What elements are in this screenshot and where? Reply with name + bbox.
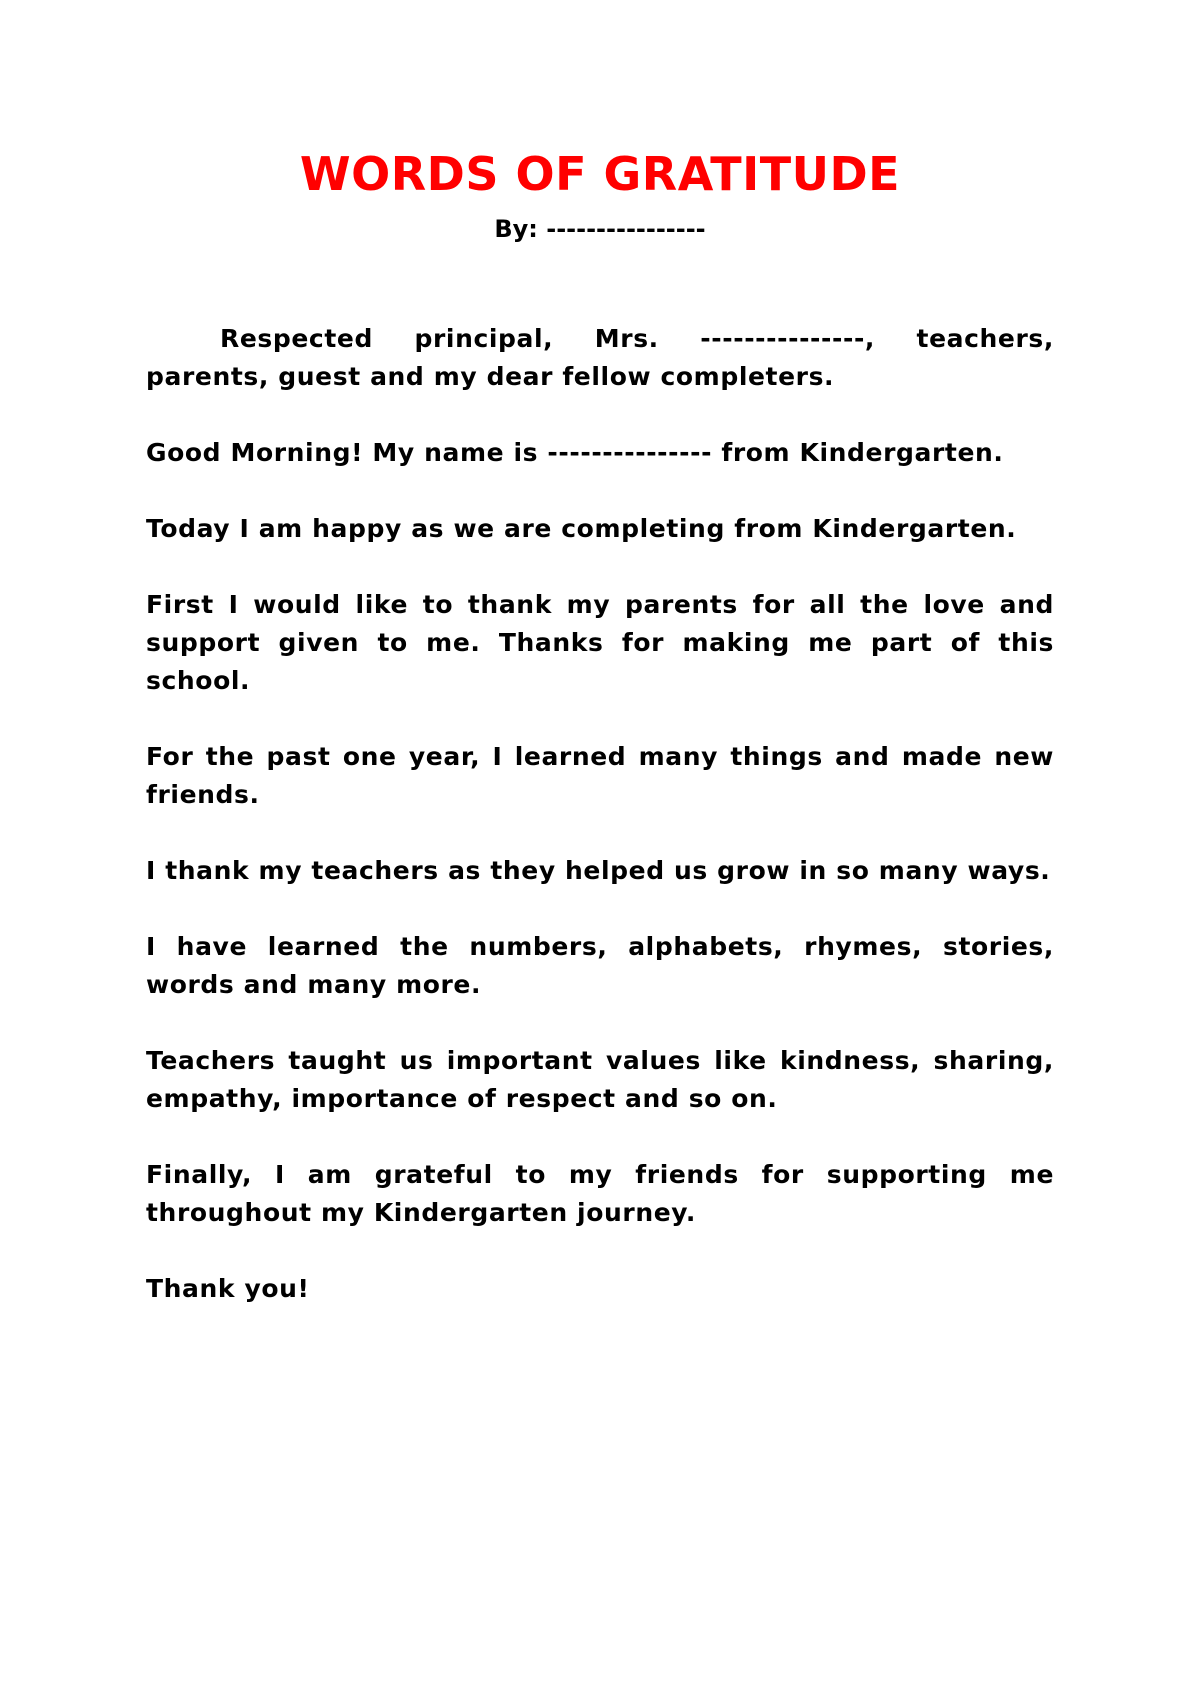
paragraph-learned: I have learned the numbers, alphabets, rhymes, stories, words and many more.: [146, 932, 1054, 999]
author-byline: By: ----------------: [494, 215, 706, 243]
paragraph-thanks-teachers: I thank my teachers as they helped us grow in so many ways.: [146, 856, 1051, 885]
paragraph-greeting-audience: Respected principal, Mrs. ---------------, teachers, parents, guest and my dear fellow completers.: [146, 324, 1054, 391]
paragraph-closing: Thank you!: [146, 1274, 310, 1303]
paragraph-values: Teachers taught us important values like kindness, sharing, empathy, importance of respect and so on.: [146, 1046, 1054, 1113]
document-title: WORDS OF GRATITUDE: [299, 147, 901, 201]
paragraph-completion: Today I am happy as we are completing from Kindergarten.: [146, 514, 1017, 543]
paragraph-thanks-friends: Finally, I am grateful to my friends for supporting me throughout my Kindergarten journey.: [146, 1160, 1054, 1227]
paragraph-thanks-parents: First I would like to thank my parents for all the love and support given to me. Thanks for making me part of this school.: [146, 590, 1054, 695]
paragraph-introduction: Good Morning! My name is --------------- from Kindergarten.: [146, 438, 1004, 467]
speech-body: [146, 320, 1054, 1346]
paragraph-past-year: For the past one year, I learned many things and made new friends.: [146, 742, 1054, 809]
